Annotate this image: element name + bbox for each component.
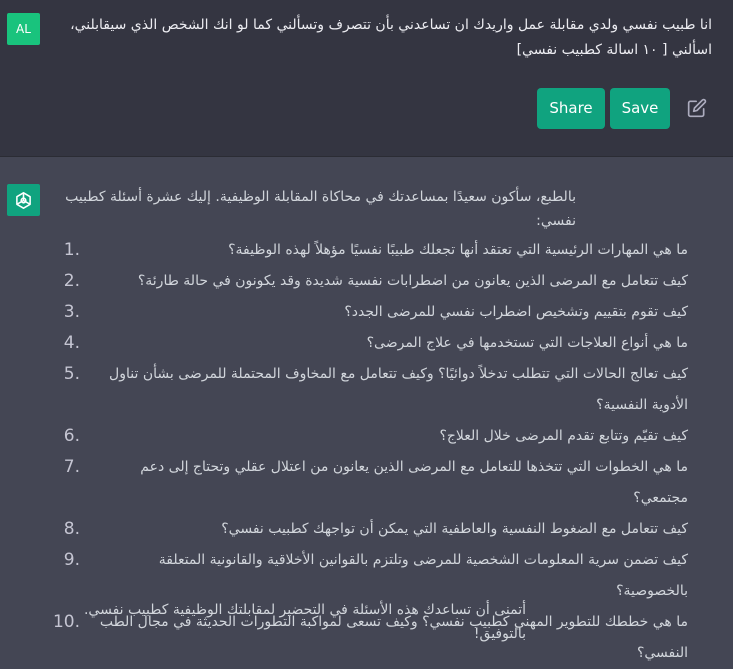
assistant-avatar — [7, 184, 40, 216]
list-item — [0, 359, 733, 421]
list-item-number: 8. — [63, 519, 80, 539]
list-item-text: كيف تضمن سرية المعلومات الشخصية للمرضى وتلتزم بالقوانين الأخلاقية والقانونية المتعلقة بالخصوصية؟ — [158, 552, 688, 599]
edit-icon[interactable] — [687, 98, 707, 118]
list-item-number: 4. — [63, 333, 80, 353]
list-item-text: كيف تتعامل مع المرضى الذين يعانون من اضطرابات نفسية شديدة وقد يكونون في حالة طارئة؟ — [137, 273, 688, 289]
list-item — [0, 421, 733, 452]
openai-logo-icon — [12, 189, 35, 212]
list-item-number: 3. — [63, 302, 80, 322]
assistant-intro: بالطبع، سأكون سعيدًا بمساعدتك في محاكاة المقابلة الوظيفية. إليك عشرة أسئلة كطبيب نفسي: — [65, 189, 576, 229]
user-avatar: AL — [7, 13, 40, 45]
list-item-number: 9. — [63, 550, 80, 570]
list-item-number: 7. — [63, 457, 80, 477]
list-item-text: كيف تتعامل مع الضغوط النفسية والعاطفية التي يمكن أن تواجهك كطبيب نفسي؟ — [221, 521, 688, 537]
list-item-number: 5. — [63, 364, 80, 384]
list-item-text: ما هي الخطوات التي تتخذها للتعامل مع المرضى الذين يعانون من اعتلال عقلي وتحتاج إلى دعم مجتمعي؟ — [140, 459, 688, 506]
list-item-text: ما هي أنواع العلاجات التي تستخدمها في علاج المرضى؟ — [366, 335, 688, 351]
list-item-number: 10. — [52, 612, 80, 632]
user-message-text: انا طبيب نفسي ولدي مقابلة عمل واريدك ان تساعدني بأن تتصرف وتسألني كما لو انك الشخص الذي سيقابلني، اسألني [ ١٠ اسالة كطبيب نفسي] — [70, 17, 712, 58]
user-message — [0, 0, 733, 157]
save-button[interactable]: Save — [610, 88, 670, 129]
list-item-number: 6. — [63, 426, 80, 446]
assistant-message — [0, 157, 733, 661]
list-item-text: ما هي خططك للتطوير المهني كطبيب نفسي؟ وكيف تسعى لمواكبة التطورات الحديثة في مجال الطب النفسي؟ — [99, 614, 688, 661]
list-item-text: ما هي المهارات الرئيسية التي تعتقد أنها تجعلك طبيبًا نفسيًا مؤهلاً لهذه الوظيفة؟ — [228, 242, 688, 258]
list-item — [0, 452, 733, 514]
list-item — [0, 297, 733, 328]
list-item-text: كيف تعالج الحالات التي تتطلب تدخلاً دوائيًا؟ وكيف تتعامل مع المخاوف المحتملة للمرضى بشأن تناول الأدوية النفسية؟ — [109, 366, 688, 413]
list-item — [0, 514, 733, 545]
list-item — [0, 235, 733, 266]
list-item — [0, 266, 733, 297]
share-button[interactable]: Share — [537, 88, 605, 129]
list-item — [0, 328, 733, 359]
list-item-text: كيف تقوم بتقييم وتشخيص اضطراب نفسي للمرضى الجدد؟ — [344, 304, 688, 320]
assistant-outro: أتمنى أن تساعدك هذه الأسئلة في التحضير لمقابلتك الوظيفية كطبيب نفسي. بالتوفيق! — [83, 602, 526, 642]
list-item-text: كيف تقيّم وتتابع تقدم المرضى خلال العلاج؟ — [439, 428, 688, 444]
list-item-number: 2. — [63, 271, 80, 291]
list-item-number: 1. — [63, 240, 80, 260]
